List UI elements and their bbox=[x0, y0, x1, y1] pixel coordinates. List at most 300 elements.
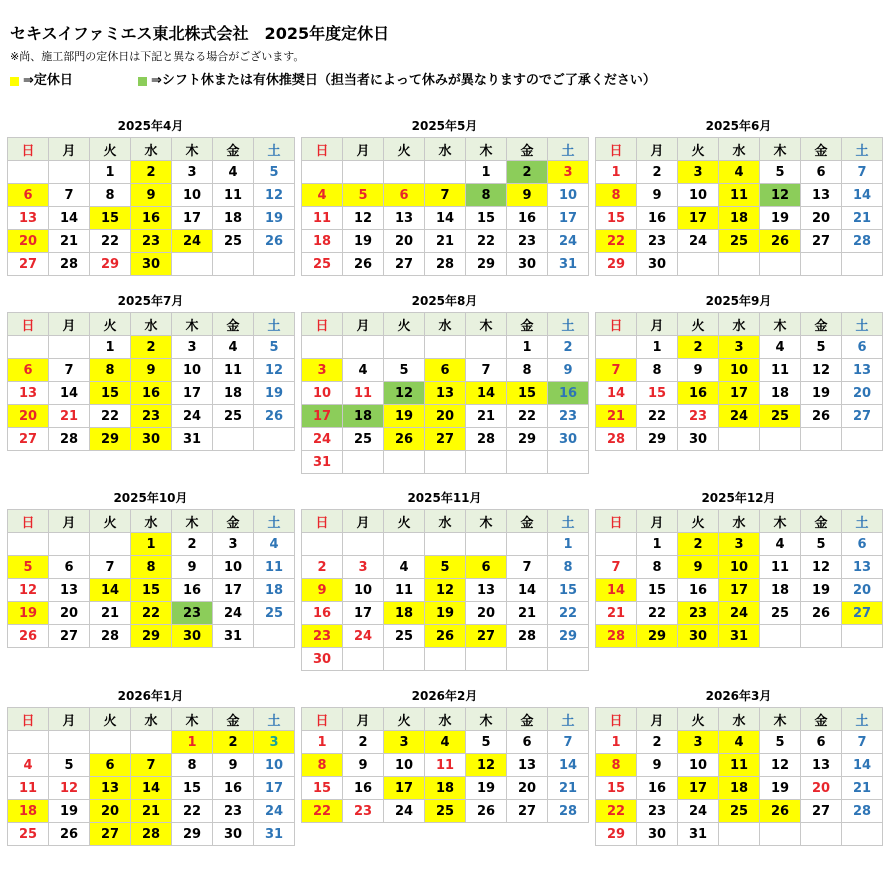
weekday-header: 水 bbox=[719, 708, 760, 731]
day-cell: 12 bbox=[801, 556, 842, 579]
day-cell: 19 bbox=[8, 602, 49, 625]
weekday-header: 水 bbox=[131, 313, 172, 336]
day-cell: 31 bbox=[548, 253, 589, 276]
empty-cell bbox=[466, 648, 507, 671]
empty-cell bbox=[425, 648, 466, 671]
day-cell: 5 bbox=[801, 533, 842, 556]
empty-cell bbox=[760, 428, 801, 451]
day-cell: 28 bbox=[49, 428, 90, 451]
day-cell: 12 bbox=[760, 184, 801, 207]
day-cell: 18 bbox=[425, 777, 466, 800]
empty-cell bbox=[90, 731, 131, 754]
day-cell: 23 bbox=[302, 625, 343, 648]
weekday-header: 月 bbox=[343, 510, 384, 533]
day-cell: 12 bbox=[343, 207, 384, 230]
day-cell: 23 bbox=[172, 602, 213, 625]
day-cell: 14 bbox=[466, 382, 507, 405]
day-cell: 26 bbox=[760, 800, 801, 823]
day-cell: 19 bbox=[425, 602, 466, 625]
calendar-grid bbox=[595, 509, 883, 648]
day-cell: 19 bbox=[254, 207, 295, 230]
empty-cell bbox=[548, 648, 589, 671]
day-cell: 25 bbox=[343, 428, 384, 451]
day-cell: 27 bbox=[425, 428, 466, 451]
weekday-header: 日 bbox=[596, 708, 637, 731]
day-cell: 19 bbox=[801, 382, 842, 405]
day-cell: 12 bbox=[425, 579, 466, 602]
day-cell: 14 bbox=[842, 184, 883, 207]
day-cell: 21 bbox=[49, 405, 90, 428]
day-cell: 18 bbox=[213, 207, 254, 230]
day-cell: 5 bbox=[254, 336, 295, 359]
day-cell: 18 bbox=[719, 207, 760, 230]
month-title: 2025年8月 bbox=[411, 294, 478, 308]
day-cell: 4 bbox=[343, 359, 384, 382]
empty-cell bbox=[8, 336, 49, 359]
weekday-header: 木 bbox=[466, 708, 507, 731]
day-cell: 30 bbox=[678, 625, 719, 648]
weekday-header: 土 bbox=[254, 313, 295, 336]
calendar-grid bbox=[7, 137, 295, 276]
day-cell: 10 bbox=[678, 754, 719, 777]
day-cell: 21 bbox=[49, 230, 90, 253]
weekday-header: 土 bbox=[254, 138, 295, 161]
empty-cell bbox=[842, 625, 883, 648]
calendar-grid bbox=[301, 707, 589, 823]
day-cell: 2 bbox=[131, 336, 172, 359]
empty-cell bbox=[302, 161, 343, 184]
day-cell: 3 bbox=[719, 533, 760, 556]
day-cell: 31 bbox=[719, 625, 760, 648]
day-cell: 28 bbox=[596, 625, 637, 648]
day-cell: 2 bbox=[678, 336, 719, 359]
empty-cell bbox=[425, 336, 466, 359]
day-cell: 2 bbox=[302, 556, 343, 579]
day-cell: 12 bbox=[49, 777, 90, 800]
day-cell: 13 bbox=[425, 382, 466, 405]
day-cell: 5 bbox=[384, 359, 425, 382]
weekday-header: 火 bbox=[90, 138, 131, 161]
month-title: 2026年3月 bbox=[705, 689, 772, 703]
day-cell: 11 bbox=[384, 579, 425, 602]
day-cell: 27 bbox=[90, 823, 131, 846]
day-cell: 12 bbox=[760, 754, 801, 777]
weekday-header: 土 bbox=[842, 138, 883, 161]
weekday-header: 土 bbox=[548, 138, 589, 161]
day-cell: 20 bbox=[507, 777, 548, 800]
day-cell: 10 bbox=[719, 359, 760, 382]
day-cell: 27 bbox=[8, 253, 49, 276]
day-cell: 27 bbox=[384, 253, 425, 276]
day-cell: 24 bbox=[384, 800, 425, 823]
day-cell: 21 bbox=[842, 207, 883, 230]
empty-cell bbox=[343, 451, 384, 474]
day-cell: 8 bbox=[548, 556, 589, 579]
day-cell: 19 bbox=[343, 230, 384, 253]
day-cell: 1 bbox=[131, 533, 172, 556]
day-cell: 28 bbox=[425, 253, 466, 276]
day-cell: 6 bbox=[49, 556, 90, 579]
day-cell: 10 bbox=[172, 184, 213, 207]
day-cell: 23 bbox=[131, 405, 172, 428]
day-cell: 28 bbox=[596, 428, 637, 451]
day-cell: 11 bbox=[213, 359, 254, 382]
day-cell: 18 bbox=[719, 777, 760, 800]
weekday-header: 金 bbox=[213, 313, 254, 336]
month-title: 2025年9月 bbox=[705, 294, 772, 308]
day-cell: 23 bbox=[213, 800, 254, 823]
empty-cell bbox=[90, 533, 131, 556]
day-cell: 13 bbox=[8, 207, 49, 230]
day-cell: 4 bbox=[719, 731, 760, 754]
month-calendar bbox=[7, 488, 294, 648]
day-cell: 8 bbox=[90, 359, 131, 382]
day-cell: 4 bbox=[254, 533, 295, 556]
calendar-grid bbox=[7, 509, 295, 648]
legend-green-label: ⇒シフト休または有休推奨日（担当者によって休みが異なりますのでご了承ください） bbox=[151, 73, 656, 88]
weekday-header: 火 bbox=[384, 138, 425, 161]
day-cell: 13 bbox=[801, 184, 842, 207]
day-cell: 6 bbox=[8, 359, 49, 382]
weekday-header: 金 bbox=[213, 138, 254, 161]
day-cell: 20 bbox=[425, 405, 466, 428]
day-cell: 9 bbox=[637, 184, 678, 207]
day-cell: 9 bbox=[302, 579, 343, 602]
weekday-header: 月 bbox=[637, 313, 678, 336]
empty-cell bbox=[719, 253, 760, 276]
day-cell: 9 bbox=[131, 359, 172, 382]
day-cell: 2 bbox=[678, 533, 719, 556]
day-cell: 17 bbox=[343, 602, 384, 625]
day-cell: 13 bbox=[8, 382, 49, 405]
day-cell: 3 bbox=[254, 731, 295, 754]
empty-cell bbox=[548, 451, 589, 474]
empty-cell bbox=[8, 161, 49, 184]
day-cell: 3 bbox=[678, 731, 719, 754]
weekday-header: 水 bbox=[131, 510, 172, 533]
day-cell: 8 bbox=[637, 556, 678, 579]
weekday-header: 火 bbox=[384, 510, 425, 533]
weekday-header: 日 bbox=[8, 138, 49, 161]
empty-cell bbox=[384, 336, 425, 359]
weekday-header: 月 bbox=[49, 708, 90, 731]
day-cell: 29 bbox=[172, 823, 213, 846]
empty-cell bbox=[678, 253, 719, 276]
day-cell: 3 bbox=[213, 533, 254, 556]
weekday-header: 日 bbox=[596, 313, 637, 336]
day-cell: 13 bbox=[507, 754, 548, 777]
legend-yellow-label: ⇒定休日 bbox=[23, 73, 73, 88]
day-cell: 21 bbox=[507, 602, 548, 625]
day-cell: 19 bbox=[49, 800, 90, 823]
day-cell: 3 bbox=[172, 161, 213, 184]
weekday-header: 月 bbox=[49, 138, 90, 161]
empty-cell bbox=[302, 336, 343, 359]
weekday-header: 月 bbox=[49, 510, 90, 533]
month-calendar bbox=[7, 116, 294, 276]
empty-cell bbox=[49, 161, 90, 184]
day-cell: 10 bbox=[719, 556, 760, 579]
day-cell: 24 bbox=[302, 428, 343, 451]
calendar-grid bbox=[7, 312, 295, 451]
day-cell: 5 bbox=[760, 161, 801, 184]
day-cell: 4 bbox=[719, 161, 760, 184]
weekday-header: 火 bbox=[678, 510, 719, 533]
day-cell: 22 bbox=[172, 800, 213, 823]
empty-cell bbox=[507, 451, 548, 474]
day-cell: 24 bbox=[172, 405, 213, 428]
empty-cell bbox=[425, 161, 466, 184]
day-cell: 9 bbox=[213, 754, 254, 777]
day-cell: 22 bbox=[466, 230, 507, 253]
empty-cell bbox=[254, 428, 295, 451]
weekday-header: 日 bbox=[596, 510, 637, 533]
empty-cell bbox=[719, 823, 760, 846]
day-cell: 16 bbox=[213, 777, 254, 800]
day-cell: 14 bbox=[507, 579, 548, 602]
day-cell: 24 bbox=[719, 405, 760, 428]
day-cell: 11 bbox=[719, 754, 760, 777]
day-cell: 17 bbox=[678, 207, 719, 230]
day-cell: 29 bbox=[637, 625, 678, 648]
day-cell: 15 bbox=[596, 207, 637, 230]
day-cell: 22 bbox=[302, 800, 343, 823]
day-cell: 14 bbox=[49, 382, 90, 405]
day-cell: 16 bbox=[131, 382, 172, 405]
day-cell: 31 bbox=[172, 428, 213, 451]
day-cell: 30 bbox=[131, 253, 172, 276]
day-cell: 10 bbox=[213, 556, 254, 579]
day-cell: 24 bbox=[678, 230, 719, 253]
month-title: 2025年5月 bbox=[411, 119, 478, 133]
day-cell: 5 bbox=[801, 336, 842, 359]
day-cell: 16 bbox=[678, 579, 719, 602]
day-cell: 25 bbox=[760, 602, 801, 625]
month-calendar bbox=[595, 488, 882, 648]
day-cell: 7 bbox=[49, 359, 90, 382]
day-cell: 18 bbox=[760, 382, 801, 405]
empty-cell bbox=[801, 823, 842, 846]
month-calendar bbox=[301, 488, 588, 671]
day-cell: 17 bbox=[172, 207, 213, 230]
empty-cell bbox=[302, 533, 343, 556]
weekday-header: 水 bbox=[425, 313, 466, 336]
green-square-icon bbox=[138, 77, 147, 86]
day-cell: 26 bbox=[254, 230, 295, 253]
day-cell: 13 bbox=[384, 207, 425, 230]
day-cell: 27 bbox=[8, 428, 49, 451]
calendar-grid bbox=[301, 312, 589, 474]
day-cell: 4 bbox=[384, 556, 425, 579]
day-cell: 6 bbox=[90, 754, 131, 777]
weekday-header: 火 bbox=[90, 313, 131, 336]
day-cell: 24 bbox=[678, 800, 719, 823]
day-cell: 9 bbox=[131, 184, 172, 207]
day-cell: 22 bbox=[596, 230, 637, 253]
note-text: ※尚、施工部門の定休日は下記と異なる場合がございます。 bbox=[10, 50, 305, 63]
weekday-header: 木 bbox=[760, 138, 801, 161]
day-cell: 31 bbox=[302, 451, 343, 474]
day-cell: 14 bbox=[842, 754, 883, 777]
empty-cell bbox=[719, 428, 760, 451]
day-cell: 3 bbox=[172, 336, 213, 359]
day-cell: 8 bbox=[596, 184, 637, 207]
weekday-header: 土 bbox=[842, 708, 883, 731]
day-cell: 7 bbox=[49, 184, 90, 207]
day-cell: 15 bbox=[637, 382, 678, 405]
day-cell: 25 bbox=[760, 405, 801, 428]
day-cell: 25 bbox=[8, 823, 49, 846]
calendar-grid bbox=[595, 312, 883, 451]
day-cell: 3 bbox=[343, 556, 384, 579]
weekday-header: 日 bbox=[596, 138, 637, 161]
day-cell: 18 bbox=[254, 579, 295, 602]
empty-cell bbox=[343, 533, 384, 556]
day-cell: 13 bbox=[842, 359, 883, 382]
day-cell: 9 bbox=[637, 754, 678, 777]
empty-cell bbox=[213, 428, 254, 451]
weekday-header: 月 bbox=[343, 313, 384, 336]
day-cell: 20 bbox=[384, 230, 425, 253]
day-cell: 2 bbox=[172, 533, 213, 556]
weekday-header: 木 bbox=[760, 313, 801, 336]
weekday-header: 木 bbox=[172, 510, 213, 533]
day-cell: 6 bbox=[425, 359, 466, 382]
day-cell: 26 bbox=[384, 428, 425, 451]
weekday-header: 金 bbox=[213, 708, 254, 731]
day-cell: 15 bbox=[507, 382, 548, 405]
day-cell: 28 bbox=[507, 625, 548, 648]
day-cell: 26 bbox=[466, 800, 507, 823]
day-cell: 13 bbox=[466, 579, 507, 602]
day-cell: 20 bbox=[466, 602, 507, 625]
day-cell: 7 bbox=[131, 754, 172, 777]
weekday-header: 水 bbox=[719, 510, 760, 533]
day-cell: 19 bbox=[801, 579, 842, 602]
day-cell: 8 bbox=[131, 556, 172, 579]
day-cell: 4 bbox=[760, 336, 801, 359]
day-cell: 25 bbox=[425, 800, 466, 823]
day-cell: 6 bbox=[384, 184, 425, 207]
day-cell: 11 bbox=[343, 382, 384, 405]
day-cell: 24 bbox=[343, 625, 384, 648]
day-cell: 27 bbox=[801, 800, 842, 823]
day-cell: 15 bbox=[302, 777, 343, 800]
day-cell: 3 bbox=[384, 731, 425, 754]
day-cell: 24 bbox=[548, 230, 589, 253]
day-cell: 20 bbox=[8, 230, 49, 253]
day-cell: 13 bbox=[842, 556, 883, 579]
day-cell: 27 bbox=[507, 800, 548, 823]
day-cell: 2 bbox=[213, 731, 254, 754]
weekday-header: 金 bbox=[801, 138, 842, 161]
weekday-header: 金 bbox=[507, 313, 548, 336]
weekday-header: 水 bbox=[425, 708, 466, 731]
day-cell: 28 bbox=[842, 800, 883, 823]
weekday-header: 金 bbox=[507, 708, 548, 731]
day-cell: 29 bbox=[507, 428, 548, 451]
day-cell: 16 bbox=[343, 777, 384, 800]
weekday-header: 水 bbox=[719, 138, 760, 161]
weekday-header: 木 bbox=[172, 708, 213, 731]
weekday-header: 水 bbox=[719, 313, 760, 336]
day-cell: 13 bbox=[49, 579, 90, 602]
day-cell: 3 bbox=[719, 336, 760, 359]
day-cell: 20 bbox=[801, 777, 842, 800]
day-cell: 12 bbox=[801, 359, 842, 382]
day-cell: 11 bbox=[8, 777, 49, 800]
day-cell: 5 bbox=[254, 161, 295, 184]
empty-cell bbox=[254, 625, 295, 648]
day-cell: 21 bbox=[842, 777, 883, 800]
weekday-header: 月 bbox=[637, 708, 678, 731]
calendar-grid bbox=[595, 707, 883, 846]
day-cell: 5 bbox=[49, 754, 90, 777]
empty-cell bbox=[8, 731, 49, 754]
weekday-header: 木 bbox=[466, 138, 507, 161]
day-cell: 20 bbox=[8, 405, 49, 428]
day-cell: 16 bbox=[131, 207, 172, 230]
weekday-header: 木 bbox=[466, 313, 507, 336]
day-cell: 8 bbox=[302, 754, 343, 777]
day-cell: 15 bbox=[172, 777, 213, 800]
empty-cell bbox=[842, 428, 883, 451]
calendar-grid bbox=[301, 137, 589, 276]
empty-cell bbox=[842, 823, 883, 846]
day-cell: 5 bbox=[760, 731, 801, 754]
day-cell: 4 bbox=[213, 161, 254, 184]
day-cell: 12 bbox=[254, 184, 295, 207]
day-cell: 1 bbox=[302, 731, 343, 754]
empty-cell bbox=[801, 253, 842, 276]
day-cell: 1 bbox=[596, 731, 637, 754]
day-cell: 23 bbox=[678, 405, 719, 428]
empty-cell bbox=[842, 253, 883, 276]
day-cell: 30 bbox=[637, 253, 678, 276]
day-cell: 15 bbox=[596, 777, 637, 800]
day-cell: 1 bbox=[90, 161, 131, 184]
day-cell: 30 bbox=[507, 253, 548, 276]
weekday-header: 土 bbox=[842, 510, 883, 533]
empty-cell bbox=[343, 336, 384, 359]
empty-cell bbox=[172, 253, 213, 276]
day-cell: 20 bbox=[90, 800, 131, 823]
day-cell: 28 bbox=[90, 625, 131, 648]
day-cell: 25 bbox=[213, 230, 254, 253]
day-cell: 29 bbox=[637, 428, 678, 451]
day-cell: 8 bbox=[172, 754, 213, 777]
empty-cell bbox=[213, 253, 254, 276]
day-cell: 21 bbox=[131, 800, 172, 823]
day-cell: 20 bbox=[842, 579, 883, 602]
day-cell: 10 bbox=[678, 184, 719, 207]
day-cell: 19 bbox=[760, 207, 801, 230]
day-cell: 6 bbox=[842, 533, 883, 556]
weekday-header: 月 bbox=[637, 510, 678, 533]
day-cell: 29 bbox=[90, 253, 131, 276]
day-cell: 5 bbox=[425, 556, 466, 579]
day-cell: 22 bbox=[90, 405, 131, 428]
legend-yellow bbox=[10, 73, 73, 89]
day-cell: 29 bbox=[90, 428, 131, 451]
weekday-header: 火 bbox=[678, 313, 719, 336]
day-cell: 18 bbox=[213, 382, 254, 405]
empty-cell bbox=[384, 648, 425, 671]
day-cell: 21 bbox=[90, 602, 131, 625]
day-cell: 21 bbox=[425, 230, 466, 253]
weekday-header: 土 bbox=[548, 510, 589, 533]
day-cell: 10 bbox=[302, 382, 343, 405]
